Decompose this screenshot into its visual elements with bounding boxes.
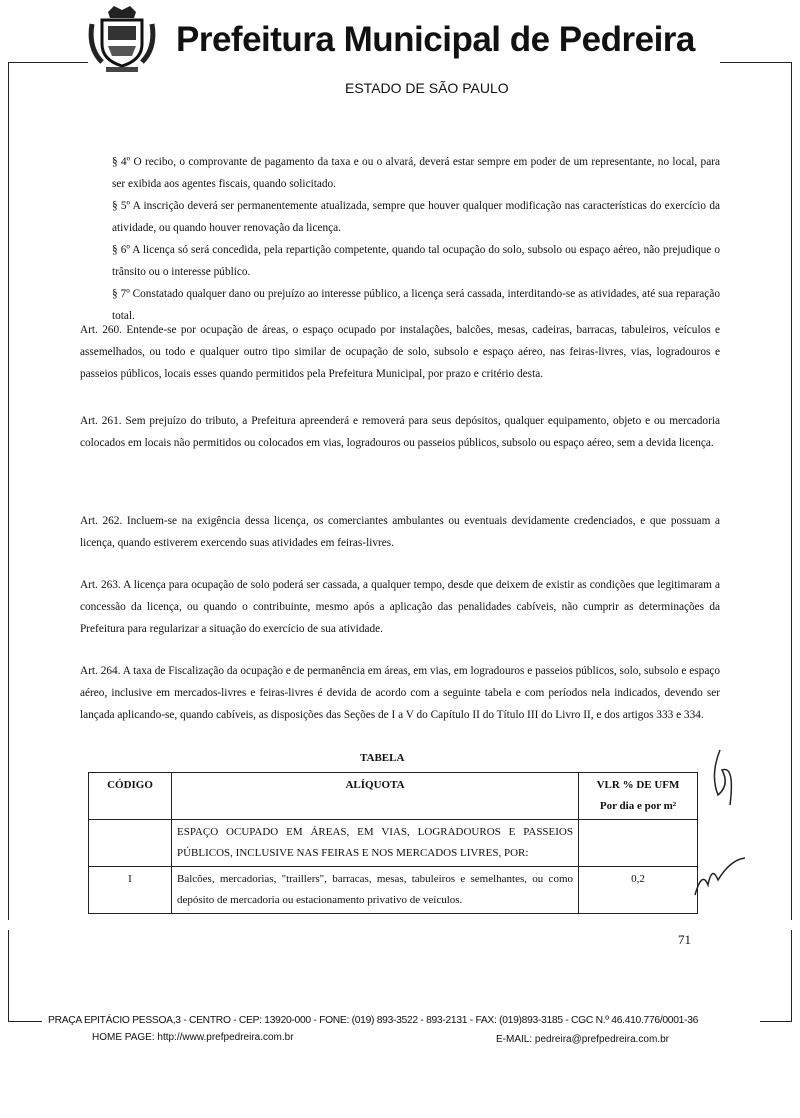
page-frame-bottom-right — [760, 1021, 791, 1022]
header-aliquota: ALÍQUOTA — [172, 773, 579, 820]
cell-value: 0,2 — [579, 867, 698, 914]
paragraph-7: § 7º Constatado qualquer dano ou prejuízo ao interesse público, a licença será cassada, interditando-se as atividades, até sua reparação total. — [112, 288, 720, 322]
page-subtitle: ESTADO DE SÃO PAULO — [345, 80, 509, 96]
handwritten-initials — [700, 745, 750, 815]
header-value-subtitle: Por dia e por m² — [599, 800, 677, 812]
coat-of-arms-logo — [88, 4, 156, 74]
cell-aliquota: Balcões, mercadorias, "traillers", barracas, mesas, tabuleiros e semelhantes, ou como depósito de mercadoria ou estacionamento privativo de veículos. — [172, 867, 579, 914]
footer-address: PRAÇA EPITÁCIO PESSOA,3 - CENTRO - CEP: 13920-000 - FONE: (019) 893-3522 - 893-2131 - FAX: (019)893-3185 - CGC N.º 46.410.776/0001-36 — [48, 1015, 699, 1026]
footer-email: E-MAIL: pedreira@prefpedreira.com.br — [496, 1034, 669, 1045]
page-frame-top — [8, 62, 88, 63]
header-value-title: VLR % DE UFM — [596, 779, 680, 791]
cell-code — [89, 820, 172, 867]
table-cutoff — [0, 920, 800, 930]
cell-code: I — [89, 867, 172, 914]
header-code: CÓDIGO — [89, 773, 172, 820]
article-262: Art. 262. Incluem-se na exigência dessa licença, os comerciantes ambulantes ou eventuais devidamente credenciados, e que possuam a licença, quando estiverem exercendo suas atividades em feiras-livres. — [80, 515, 720, 549]
cell-aliquota: ESPAÇO OCUPADO EM ÁREAS, EM VIAS, LOGRADOUROS E PASSEIOS PÚBLICOS, INCLUSIVE NAS FEIRAS E NOS MERCADOS LIVRES, POR: — [172, 820, 579, 867]
article-261: Art. 261. Sem prejuízo do tributo, a Prefeitura apreenderá e removerá para seus depósitos, qualquer equipamento, objeto e ou mercadoria colocados em locais não permitidos ou colocados em vias, logradouros ou passeios públicos, subsolo ou espaço aéreo, sem a devida licença. — [80, 415, 720, 449]
paragraph-5: § 5º A inscrição deverá ser permanentemente atualizada, sempre que houver qualquer modificação nas características do exercício da atividade, ou quando houver renovação da licença. — [112, 200, 720, 234]
page-frame-top-right — [720, 62, 792, 63]
handwritten-signature — [690, 850, 750, 900]
table-header-row — [89, 773, 698, 820]
table-title: TABELA — [360, 752, 405, 764]
article-260: Art. 260. Entende-se por ocupação de áreas, o espaço ocupado por instalações, balcões, mesas, cadeiras, barracas, tabuleiros, veículos e assemelhados, ou todo e qualquer outro tipo similar de ocupação de solo, subsolo e espaço aéreo, nas feiras-livres, vias, logradouros e passeios públicos, locais esses quando permitidos pela Prefeitura Municipal, por prazo e critério desta. — [80, 324, 720, 380]
tax-table — [88, 772, 698, 914]
footer-homepage: HOME PAGE: http://www.prefpedreira.com.br — [92, 1032, 294, 1043]
table-row — [89, 867, 698, 914]
article-263: Art. 263. A licença para ocupação de solo poderá ser cassada, a qualquer tempo, desde que deixem de existir as condições que legitimaram a concessão da licença, ou quando o contribuinte, mesmo após a aplicação das penalidades cabíveis, não cumprir as determinações da Prefeitura para regularizar a situação do exercício de sua atividade. — [80, 579, 720, 635]
paragraph-6: § 6º A licença só será concedida, pela repartição competente, quando tal ocupação do solo, subsolo ou espaço aéreo, não prejudique o trânsito ou o interesse público. — [112, 244, 720, 278]
article-264: Art. 264. A taxa de Fiscalização da ocupação e de permanência em áreas, em vias, em logradouros e passeios públicos, solo, subsolo e espaço aéreo, inclusive em mercados-livres e feiras-livres é devida de acordo com a seguinte tabela e com períodos nela indicados, devendo ser lançada aplicando-se, quando cabíveis, as disposições das Seções de I a V do Capítulo II do Título III do Livro II, e dos artigos 333 e 334. — [80, 665, 720, 721]
page-frame-left — [8, 62, 9, 1022]
table-row — [89, 820, 698, 867]
page-number: 71 — [678, 932, 691, 947]
cell-value — [579, 820, 698, 867]
page-title: Prefeitura Municipal de Pedreira — [176, 20, 695, 59]
page-frame-bottom-left — [8, 1021, 42, 1022]
header-value — [579, 773, 698, 820]
page-frame-right — [791, 62, 792, 1022]
paragraph-4: § 4º O recibo, o comprovante de pagamento da taxa e ou o alvará, deverá estar sempre em poder de um representante, no local, para ser exibida aos agentes fiscais, quando solicitado. — [112, 156, 720, 190]
